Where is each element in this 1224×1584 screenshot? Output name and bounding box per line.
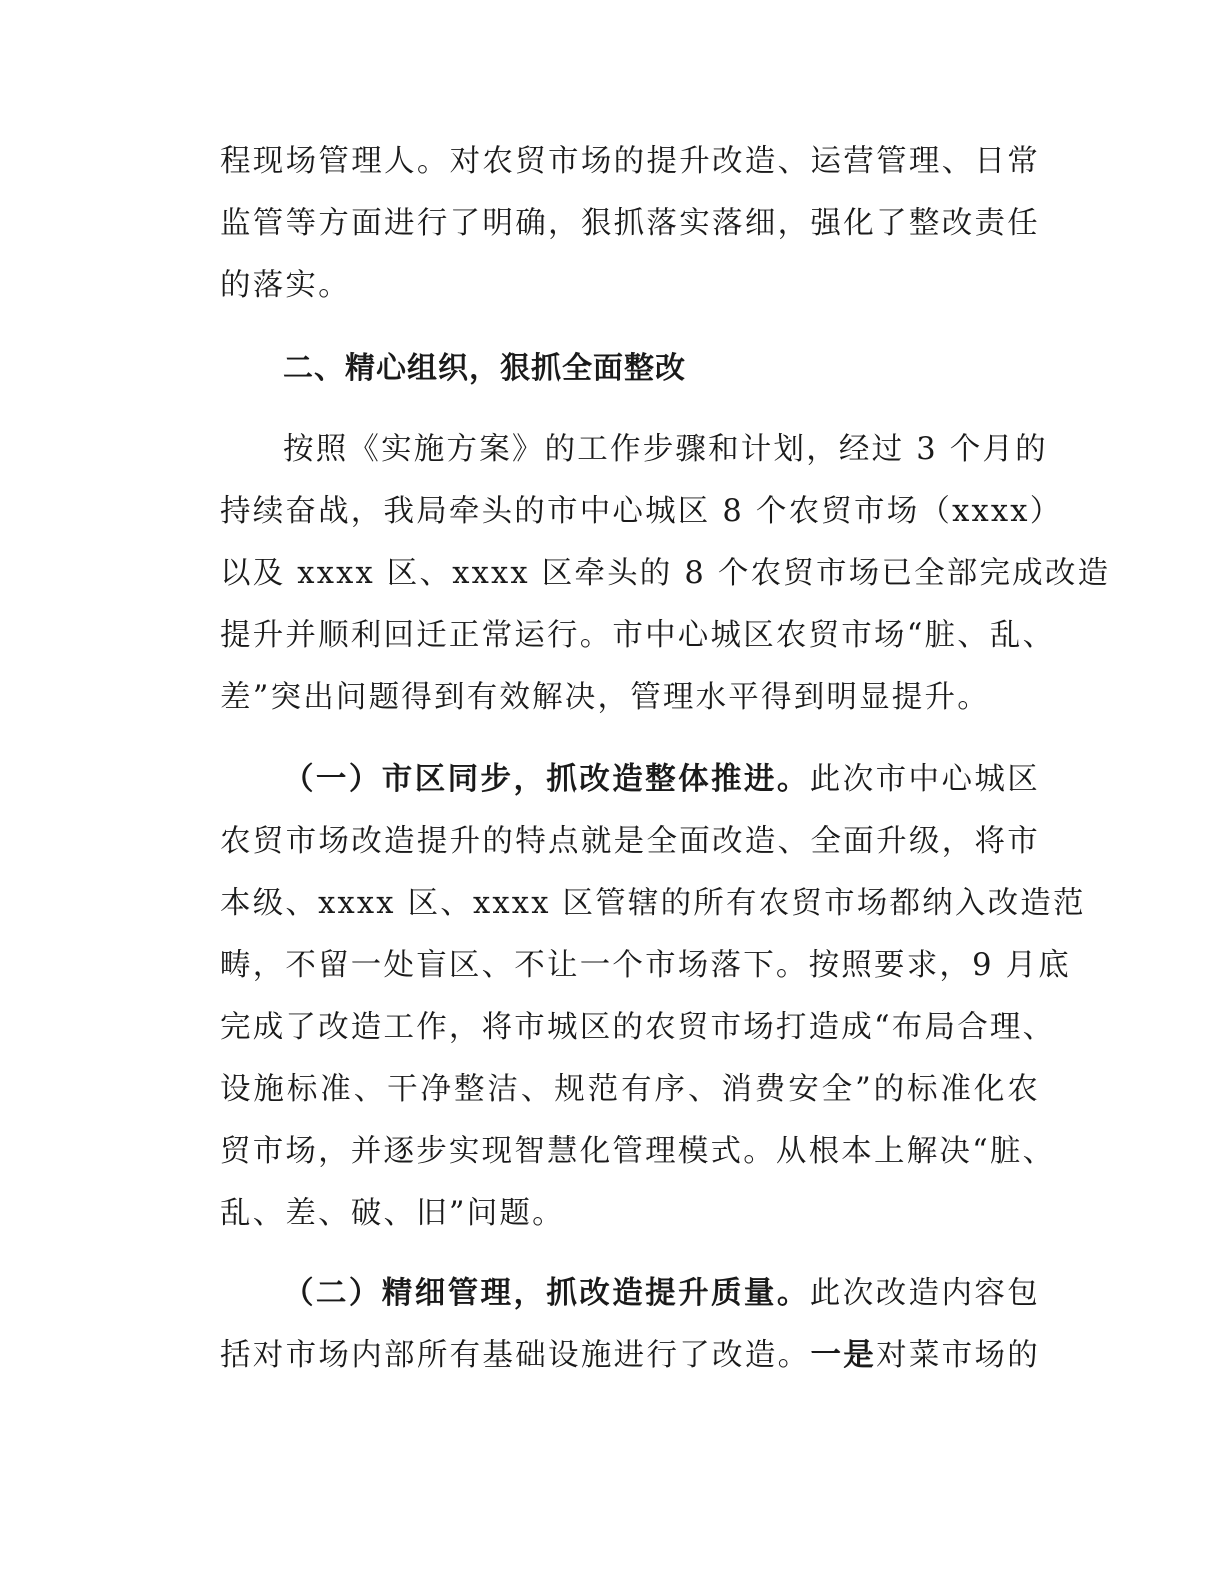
subsection-first-line bbox=[283, 1274, 1040, 1314]
paragraph-line: 以及 xxxx 区、xxxx 区牵头的 8 个农贸市场已全部完成改造 bbox=[220, 556, 1111, 591]
paragraph-line: 差”突出问题得到有效解决，管理水平得到明显提升。 bbox=[220, 680, 990, 715]
paragraph-line: 提升并顺利回迁正常运行。市中心城区农贸市场“脏、乱、 bbox=[220, 618, 1056, 653]
paragraph-line: 程现场管理人。对农贸市场的提升改造、运营管理、日常 bbox=[220, 144, 1040, 179]
paragraph-line: 乱、差、破、旧”问题。 bbox=[220, 1196, 565, 1231]
section-heading: 二、精心组织，狠抓全面整改 bbox=[283, 351, 686, 386]
paragraph-text: 对菜市场的 bbox=[876, 1338, 1040, 1373]
paragraph-line: 按照《实施方案》的工作步骤和计划，经过 3 个月的 bbox=[283, 432, 1048, 467]
paragraph-line: 农贸市场改造提升的特点就是全面改造、全面升级，将市 bbox=[220, 824, 1040, 859]
paragraph-line: 贸市场，并逐步实现智慧化管理模式。从根本上解决“脏、 bbox=[220, 1134, 1056, 1169]
paragraph-line bbox=[220, 1336, 1040, 1376]
paragraph-line: 本级、xxxx 区、xxxx 区管辖的所有农贸市场都纳入改造范 bbox=[220, 886, 1086, 921]
paragraph-line: 畴，不留一处盲区、不让一个市场落下。按照要求，9 月底 bbox=[220, 948, 1071, 983]
paragraph-line: 的落实。 bbox=[220, 268, 351, 303]
subsection-text: 此次改造内容包 bbox=[809, 1276, 1040, 1311]
paragraph-line: 持续奋战，我局牵头的市中心城区 8 个农贸市场（xxxx） bbox=[220, 494, 1063, 529]
subsection-text: 此次市中心城区 bbox=[809, 762, 1040, 797]
subsection-title: （一）市区同步，抓改造整体推进。 bbox=[283, 762, 810, 797]
subsection-title: （二）精细管理，抓改造提升质量。 bbox=[283, 1276, 810, 1311]
subsection-first-line bbox=[283, 760, 1040, 800]
paragraph-line: 设施标准、干净整洁、规范有序、消费安全”的标准化农 bbox=[220, 1072, 1040, 1107]
paragraph-text: 括对市场内部所有基础设施进行了改造。 bbox=[220, 1338, 811, 1373]
paragraph-line: 监管等方面进行了明确，狠抓落实落细，强化了整改责任 bbox=[220, 206, 1040, 241]
emphasis-text: 一是 bbox=[810, 1338, 877, 1373]
paragraph-line: 完成了改造工作，将市城区的农贸市场打造成“布局合理、 bbox=[220, 1010, 1056, 1045]
